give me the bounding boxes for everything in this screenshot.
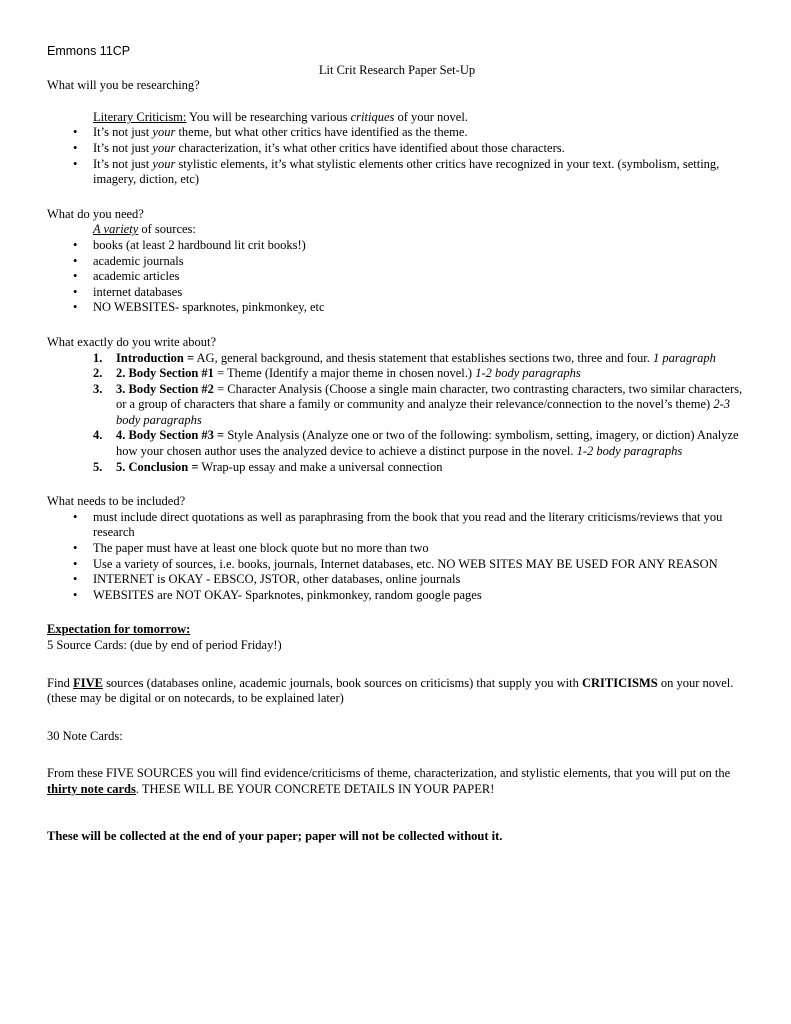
list-item: • books (at least 2 hardbound lit crit books!) bbox=[93, 238, 747, 254]
expectation-heading: Expectation for tomorrow: bbox=[47, 622, 191, 637]
list-item: • It’s not just your theme, but what other critics have identified as the theme. bbox=[93, 125, 747, 141]
list-item: • It’s not just your characterization, it’s what other critics have identified about those characters. bbox=[93, 141, 747, 157]
paper-sections-list bbox=[47, 351, 747, 476]
list-item: • INTERNET is OKAY - EBSCO, JSTOR, other databases, online journals bbox=[93, 572, 747, 588]
find-five-paragraph: Find FIVE sources (databases online, academic journals, book sources on criticisms) that supply you with CRITICISMS on your novel. (these may be digital or on notecards, to be explained later) bbox=[47, 675, 734, 706]
note-cards-line: 30 Note Cards: bbox=[47, 728, 123, 743]
list-item: • academic articles bbox=[93, 269, 747, 285]
list-item: 4. 4. Body Section #3 = Style Analysis (Analyze one or two of the following: symbolism, setting, imagery, or diction) Analyze how your chosen author uses the analyzed device to achieve a distinct purpose in the novel. 1-2 body paragraphs bbox=[93, 428, 739, 459]
list-item: 1. Introduction = AG, general background, and thesis statement that establishes sections two, three and four. 1 paragraph bbox=[93, 350, 716, 365]
list-item: 2. 2. Body Section #1 = Theme (Identify a major theme in chosen novel.) 1-2 body paragraphs bbox=[93, 366, 581, 381]
literary-criticism-lead: Literary Criticism: You will be researching various critiques of your novel. bbox=[93, 109, 468, 124]
section-included-question: What needs to be included? bbox=[47, 494, 186, 509]
literary-criticism-label: Literary Criticism: bbox=[93, 109, 187, 124]
included-bullet-list bbox=[47, 510, 747, 604]
source-cards-line: 5 Source Cards: (due by end of period Friday!) bbox=[47, 638, 282, 652]
collection-notice: These will be collected at the end of your paper; paper will not be collected without it. bbox=[47, 828, 503, 843]
list-item: • NO WEBSITES- sparknotes, pinkmonkey, etc bbox=[93, 300, 747, 316]
list-item: • must include direct quotations as well as paraphrasing from the book that you read and the literary criticisms/reviews that you research bbox=[93, 510, 747, 541]
list-item: 5. 5. Conclusion = Wrap-up essay and make a universal connection bbox=[93, 459, 443, 474]
list-item: • The paper must have at least one block quote but no more than two bbox=[93, 541, 747, 557]
teacher-header: Emmons 11CP bbox=[47, 44, 131, 58]
list-item: • internet databases bbox=[93, 285, 747, 301]
section-researching-question: What will you be researching? bbox=[47, 78, 200, 93]
document-page bbox=[47, 44, 747, 844]
researching-bullet-list bbox=[47, 125, 747, 187]
list-item: • It’s not just your stylistic elements, it’s what stylistic elements other critics have recognized in your text. (symbolism, setting, imagery, diction, etc) bbox=[93, 157, 747, 188]
list-item: • WEBSITES are NOT OKAY- Sparknotes, pinkmonkey, random google pages bbox=[93, 588, 747, 604]
five-sources-paragraph: From these FIVE SOURCES you will find evidence/criticisms of theme, characterization, and stylistic elements, that you will put on the thirty note cards. THESE WILL BE YOUR CONCRETE DETAILS IN YOUR PAPER! bbox=[47, 766, 731, 796]
list-item: • Use a variety of sources, i.e. books, journals, Internet databases, etc. NO WEB SITES MAY BE USED FOR ANY REASON bbox=[93, 557, 747, 573]
page-title: Lit Crit Research Paper Set-Up bbox=[318, 62, 476, 77]
sources-bullet-list bbox=[47, 238, 747, 316]
list-item: • academic journals bbox=[93, 254, 747, 270]
section-write-question: What exactly do you write about? bbox=[47, 334, 217, 349]
section-need-question: What do you need? bbox=[47, 206, 144, 221]
variety-lead: A variety of sources: bbox=[93, 222, 196, 237]
list-item: 3. 3. Body Section #2 = Character Analysis (Choose a single main character, two contrasting characters, two similar characters, or a group of characters that share a family or community and analyze their relevance/connection to the novel’s theme) 2-3 body paragraphs bbox=[93, 381, 743, 427]
